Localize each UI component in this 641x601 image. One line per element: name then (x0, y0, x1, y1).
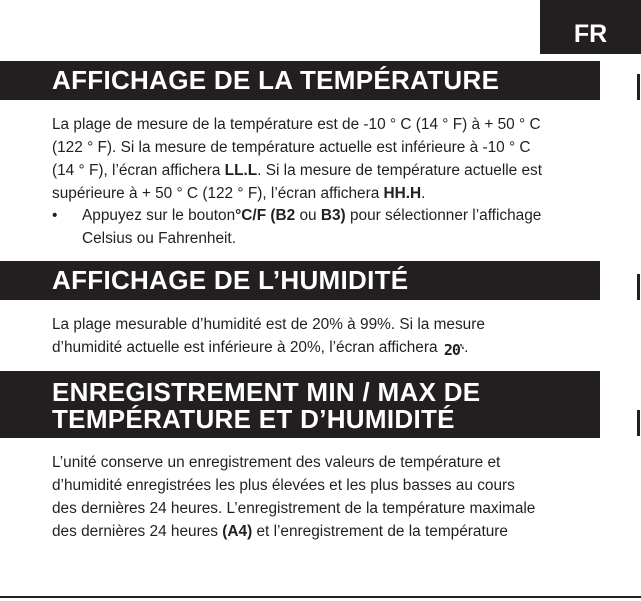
bullet-icon: • (52, 207, 58, 224)
bottom-rule (0, 596, 641, 598)
heading-text-line2: TEMPÉRATURE ET D’HUMIDITÉ (52, 404, 455, 434)
heading-text-line1: ENREGISTREMENT MIN / MAX DE (52, 377, 481, 407)
paragraph-temperature-range: La plage de mesure de la température est de -10 ° C (14 ° F) à + 50 ° C (122 ° F). Si la mesure de température actuelle est inférieure à -10 ° C (14 ° F), l’écran affichera LL.L. Si la mesure de température actuelle est supérieure à + 50 ° C (122 ° F), l’écran affichera HH.H. (52, 116, 543, 202)
heading-text: AFFICHAGE DE LA TEMPÉRATURE (52, 65, 500, 95)
language-tab: FR (540, 0, 641, 54)
high-reading-code: HH.H (383, 185, 422, 202)
low-reading-code: LL.L (224, 162, 258, 179)
edge-mark (637, 410, 640, 436)
edge-mark (637, 74, 640, 100)
heading-text: AFFICHAGE DE L’HUMIDITÉ (52, 265, 409, 295)
edge-mark (637, 274, 640, 300)
section-heading-temperature (0, 61, 600, 100)
paragraph-humidity-range: La plage mesurable d’humidité est de 20% à 99%. Si la mesure d’humidité actuelle est inférieure à 20%, l’écran affichera 20%. (52, 316, 485, 359)
lcd-low-humidity-icon: 20% (443, 341, 465, 359)
section-heading-humidity (0, 261, 600, 300)
section-heading-minmax (0, 371, 600, 438)
paragraph-minmax-record: L’unité conserve un enregistrement des valeurs de température et d’humidité enregistrées les plus élevées et les plus basses au cours des dernières 24 heures. L’enregistrement de la température maximale des dernières 24 heures (A4) et l’enregistrement de la température (52, 454, 536, 540)
